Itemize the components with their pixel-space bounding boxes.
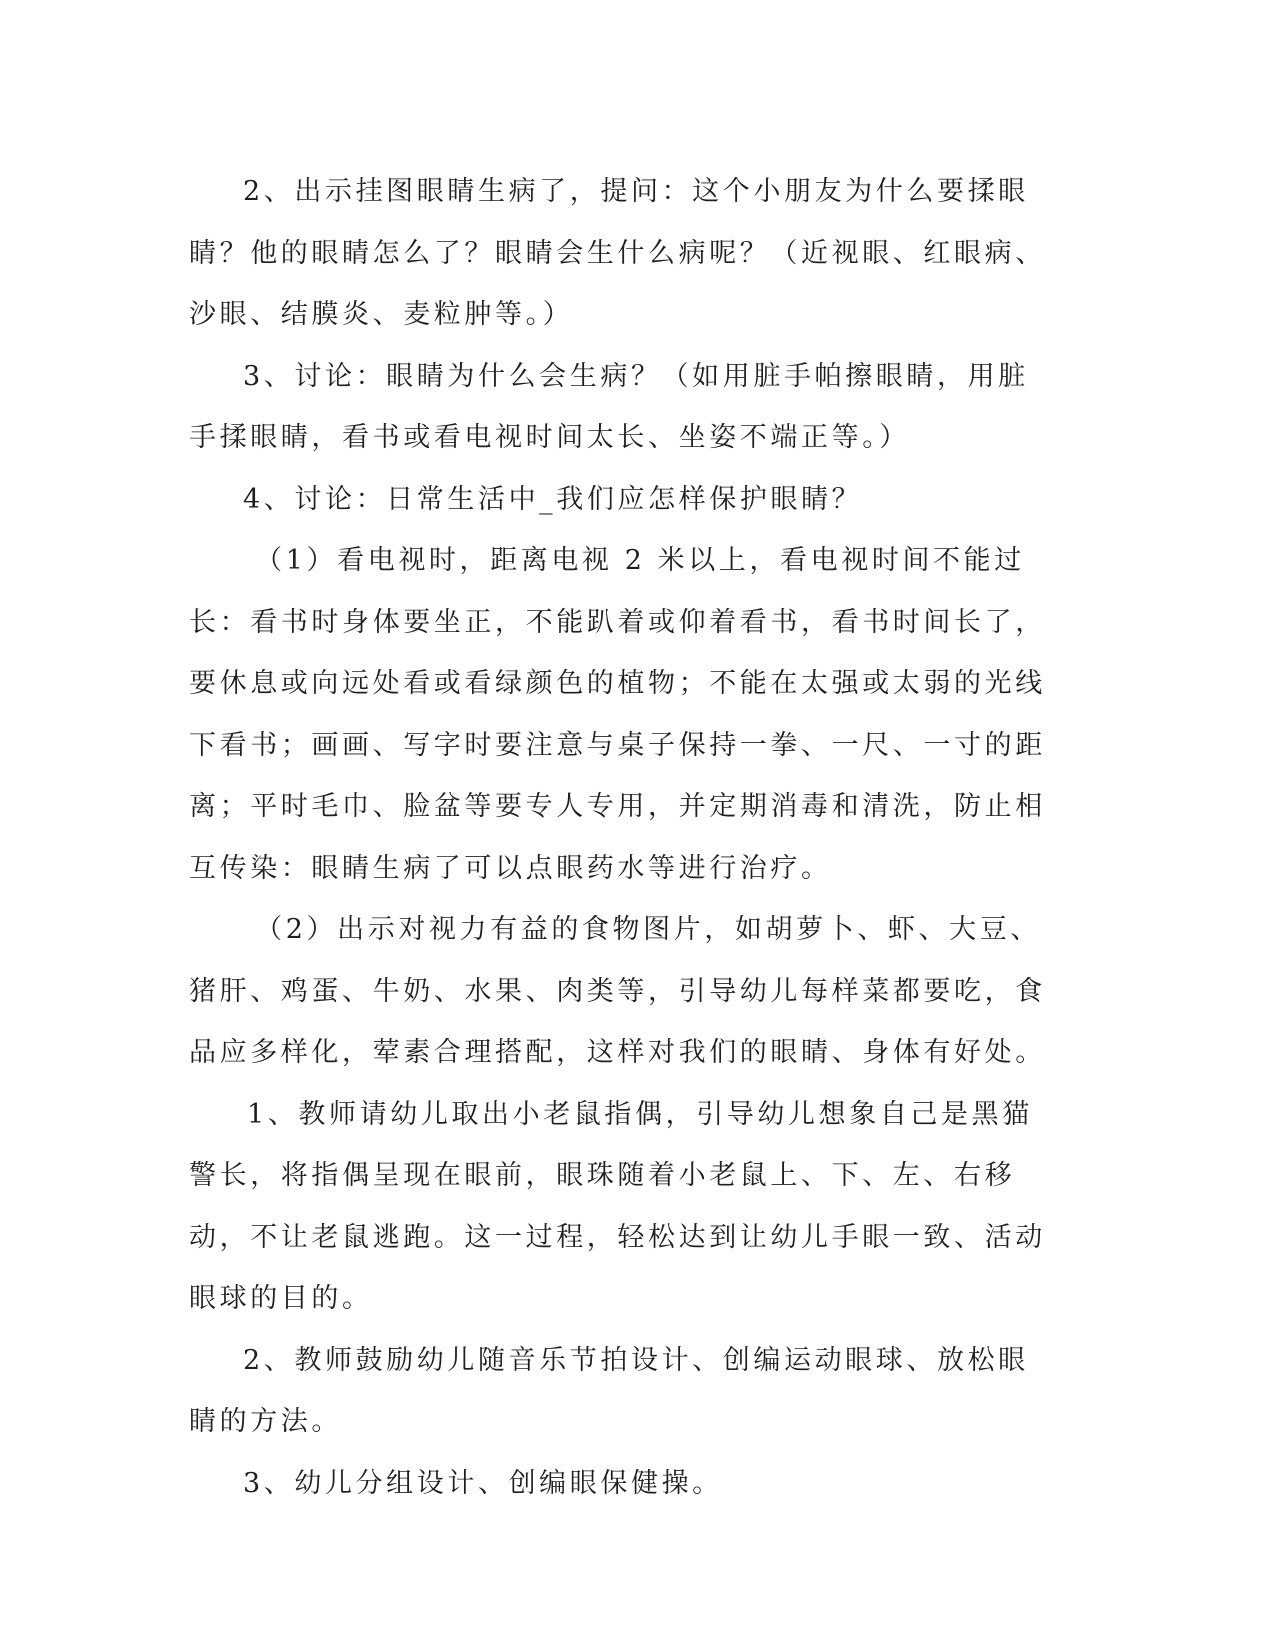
paragraph-eye-exercise: 3、幼儿分组设计、创编眼保健操。 <box>243 1467 723 1499</box>
paragraph-discuss-cause: 3、讨论：眼睛为什么会生病？（如用脏手帕擦眼睛，用脏手揉眼睛，看书或看电视时间太长、坐姿不端正等。） <box>189 360 1029 453</box>
paragraph-protection-tips: （1）看电视时，距离电视 2 米以上，看电视时间不能过长：看书时身体要坐正，不能趴着或仰着看书，看书时间长了，要休息或向远处看或看绿颜色的植物；不能在太强或太弱的光线下看书；画画、写字时要注意与桌子保持一拳、一尺、一寸的距离；平时毛巾、脸盆等要专人专用，并定期消毒和清洗，防止相互传染：眼睛生病了可以点眼药水等进行治疗。 <box>189 545 1046 884</box>
document-body <box>189 161 1059 1514</box>
paragraph-show-picture: 2、出示挂图眼睛生病了，提问：这个小朋友为什么要揉眼睛？他的眼睛怎么了？眼睛会生什么病呢？（近视眼、红眼病、沙眼、结膜炎、麦粒肿等。） <box>189 176 1046 330</box>
paragraph-discuss-protection: 4、讨论：日常生活中_我们应怎样保护眼睛？ <box>243 483 863 515</box>
paragraph-finger-puppet: 1、教师请幼儿取出小老鼠指偶，引导幼儿想象自己是黑猫警长，将指偶呈现在眼前，眼珠随着小老鼠上、下、左、右移动，不让老鼠逃跑。这一过程，轻松达到让幼儿手眼一致、活动眼球的目的。 <box>189 1098 1046 1314</box>
paragraph-music-method: 2、教师鼓励幼儿随音乐节拍设计、创编运动眼球、放松眼睛的方法。 <box>189 1344 1029 1437</box>
paragraph-healthy-food: （2）出示对视力有益的食物图片，如胡萝卜、虾、大豆、猪肝、鸡蛋、牛奶、水果、肉类等，引导幼儿每样菜都要吃，食品应多样化，荤素合理搭配，这样对我们的眼睛、身体有好处。 <box>189 914 1046 1068</box>
